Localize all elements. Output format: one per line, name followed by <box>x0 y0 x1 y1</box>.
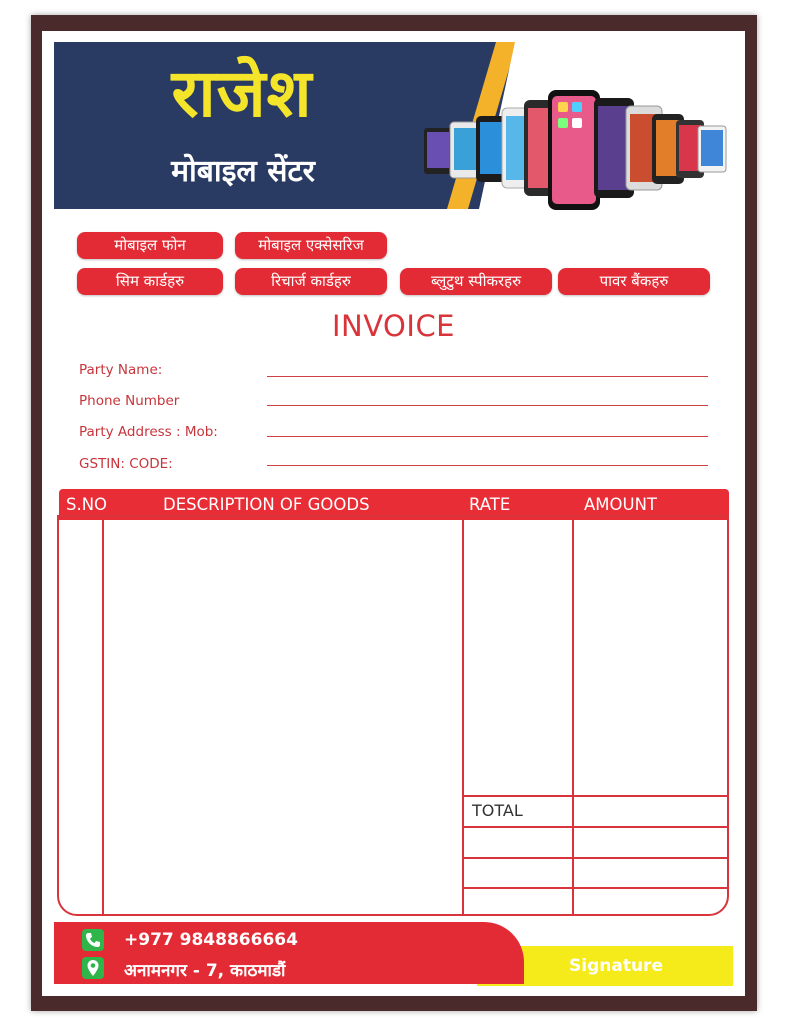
phone-icon <box>82 929 104 951</box>
field-label-party-name: Party Name: <box>79 362 163 378</box>
field-line-party-name[interactable] <box>267 376 708 377</box>
column-header-description: DESCRIPTION OF GOODS <box>163 495 370 514</box>
invoice-title: INVOICE <box>331 309 456 343</box>
field-line-phone-number[interactable] <box>267 405 708 406</box>
contact-address: अनामनगर - 7, काठमाडौं <box>124 961 286 981</box>
total-row-top-line <box>462 795 729 797</box>
service-pill-mobile-accessories: मोबाइल एक्सेसरिज <box>235 232 387 259</box>
service-pill-power-banks: पावर बैंकहरु <box>558 268 710 295</box>
summary-row-line-1 <box>462 826 729 828</box>
field-line-party-address[interactable] <box>267 436 708 437</box>
field-label-phone-number: Phone Number <box>79 393 180 409</box>
column-header-rate: RATE <box>469 495 511 514</box>
invoice-paper <box>42 31 745 996</box>
service-pill-bluetooth-speakers: ब्लुटुथ स्पीकरहरु <box>400 268 552 295</box>
invoice-frame <box>31 15 757 1011</box>
service-pill-recharge-cards: रिचार्ज कार्डहरु <box>235 268 387 295</box>
service-pill-sim-cards: सिम कार्डहरु <box>77 268 223 295</box>
items-table-body[interactable] <box>57 515 729 916</box>
service-pill-mobile-phones: मोबाइल फोन <box>77 232 223 259</box>
field-label-gstin: GSTIN: CODE: <box>79 456 173 472</box>
shop-name: राजेश <box>171 55 313 132</box>
phones-illustration <box>424 86 734 216</box>
summary-row-line-2 <box>462 857 729 859</box>
field-label-party-address: Party Address : Mob: <box>79 424 218 440</box>
signature-label: Signature <box>569 956 663 976</box>
shop-subtitle: मोबाइल सेंटर <box>171 154 315 189</box>
field-line-gstin[interactable] <box>267 465 708 466</box>
total-label: TOTAL <box>472 801 523 820</box>
location-pin-icon <box>82 957 104 979</box>
column-divider-sno <box>102 520 104 914</box>
contact-phone: +977 9848866664 <box>124 930 298 950</box>
column-header-sno: S.NO <box>66 495 108 514</box>
column-header-amount: AMOUNT <box>584 495 658 514</box>
column-divider-rate <box>572 520 574 914</box>
column-divider-description <box>462 520 464 914</box>
summary-row-line-3 <box>462 887 729 889</box>
